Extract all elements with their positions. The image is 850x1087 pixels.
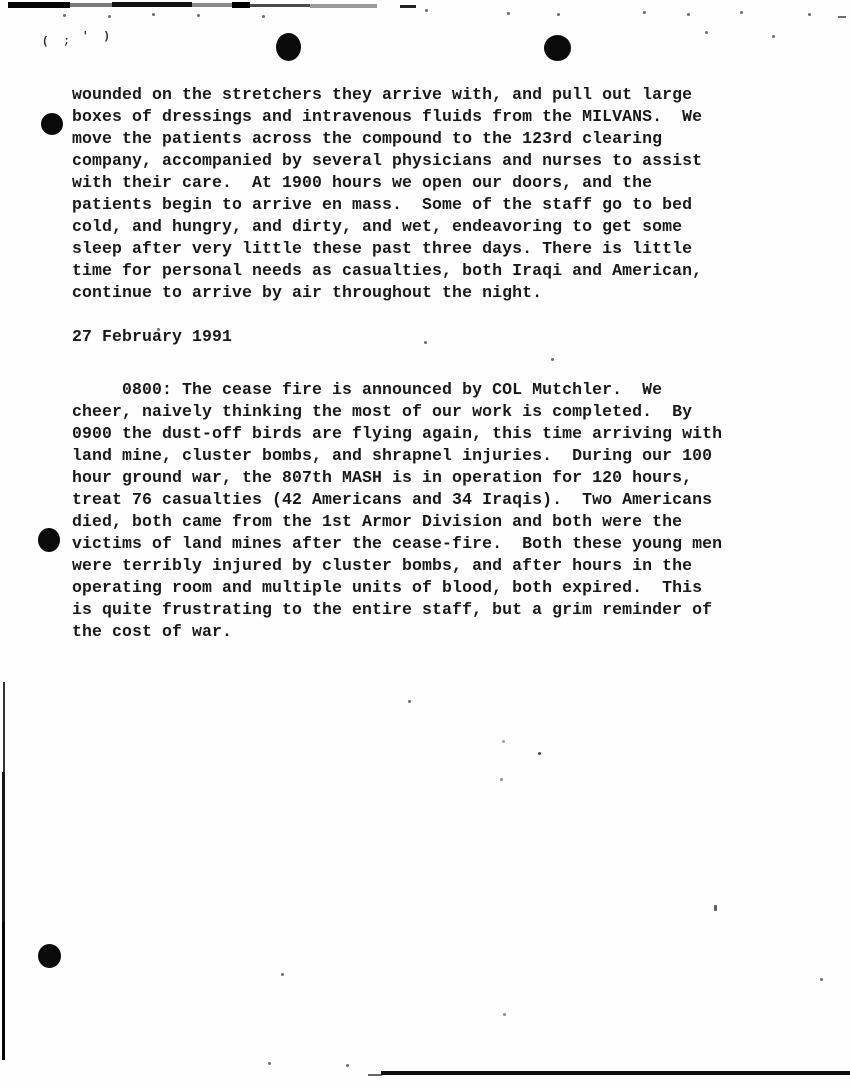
text-line: cheer, naively thinking the most of our work is completed. By: [72, 402, 693, 421]
scan-speck: [714, 905, 717, 911]
scan-speck: [838, 16, 846, 18]
punch-hole-mark: [276, 33, 301, 61]
scan-speck: [502, 740, 505, 743]
scan-speck: [687, 13, 690, 16]
text-line: patients begin to arrive en mass. Some of the staff go to bed: [72, 195, 693, 214]
scan-speck: [425, 9, 428, 12]
scan-edge-band: [250, 4, 310, 7]
scan-edge-line: [3, 682, 5, 772]
body-paragraph-2: [72, 379, 722, 643]
text-line: hour ground war, the 807th MASH is in operation for 120 hours,: [72, 468, 693, 487]
scan-bottom-line: [368, 1074, 382, 1076]
scan-speck: [705, 31, 708, 34]
scan-edge-line: [2, 772, 5, 922]
date-heading: 27 February 1991: [72, 327, 233, 346]
text-line: company, accompanied by several physicians and nurses to assist: [72, 151, 703, 170]
text-line: the cost of war.: [72, 622, 233, 641]
scan-speck: [808, 13, 811, 16]
scan-speck: [507, 12, 510, 15]
scan-edge-band: [112, 2, 192, 7]
scan-edge-band: [400, 5, 416, 8]
scan-speck: [197, 14, 200, 17]
scan-edge-band: [310, 4, 377, 8]
text-line: is quite frustrating to the entire staff, but a grim reminder of: [72, 600, 713, 619]
scan-speck: [408, 700, 411, 703]
text-line: wounded on the stretchers they arrive with, and pull out large: [72, 85, 693, 104]
scan-edge-line: [2, 922, 5, 1060]
scan-bottom-line: [381, 1071, 850, 1075]
scan-speck: [551, 358, 554, 361]
scan-edge-band: [70, 3, 112, 7]
text-line: time for personal needs as casualties, both Iraqi and American,: [72, 261, 703, 280]
scan-speck: [281, 973, 284, 976]
scan-speck: [740, 11, 743, 14]
scan-speck: [643, 11, 646, 14]
punch-hole-mark: [41, 113, 63, 135]
scan-speck: [503, 1013, 506, 1016]
punch-hole-mark: [38, 944, 61, 968]
text-line: boxes of dressings and intravenous fluids from the MILVANS. We: [72, 107, 703, 126]
text-line: were terribly injured by cluster bombs, and after hours in the: [72, 556, 693, 575]
stray-pen-mark: ( ;: [42, 36, 74, 48]
text-line: operating room and multiple units of blood, both expired. This: [72, 578, 703, 597]
text-line: died, both came from the 1st Armor Division and both were the: [72, 512, 683, 531]
text-line: cold, and hungry, and dirty, and wet, endeavoring to get some: [72, 217, 683, 236]
text-line: sleep after very little these past three days. There is little: [72, 239, 693, 258]
scan-speck: [500, 778, 503, 781]
stray-pen-mark: ' ): [82, 31, 114, 43]
scan-speck: [346, 1064, 349, 1067]
scan-speck: [557, 13, 560, 16]
scan-speck: [820, 978, 823, 981]
text-line: move the patients across the compound to the 123rd clearing: [72, 129, 663, 148]
text-line: with their care. At 1900 hours we open our doors, and the: [72, 173, 653, 192]
text-line: 0900 the dust-off birds are flying again, this time arriving with: [72, 424, 723, 443]
text-line: land mine, cluster bombs, and shrapnel injuries. During our 100: [72, 446, 713, 465]
scan-speck: [772, 35, 775, 38]
text-line: treat 76 casualties (42 Americans and 34 Iraqis). Two Americans: [72, 490, 713, 509]
scan-edge-band: [192, 3, 232, 7]
scan-speck: [262, 15, 265, 18]
punch-hole-mark: [38, 528, 60, 552]
scan-speck: [108, 15, 111, 18]
scan-edge-band: [8, 2, 70, 8]
scan-edge-band: [232, 2, 250, 8]
scan-speck: [63, 14, 66, 17]
body-paragraph-1: [72, 84, 702, 304]
scan-speck: [152, 13, 155, 16]
scan-speck: [268, 1062, 271, 1065]
scan-speck: [538, 752, 541, 755]
text-line: 0800: The cease fire is announced by COL Mutchler. We: [72, 380, 663, 399]
scan-speck: [424, 341, 427, 344]
text-line: victims of land mines after the cease-fire. Both these young men: [72, 534, 723, 553]
text-line: continue to arrive by air throughout the night.: [72, 283, 543, 302]
punch-hole-mark: [544, 35, 571, 61]
